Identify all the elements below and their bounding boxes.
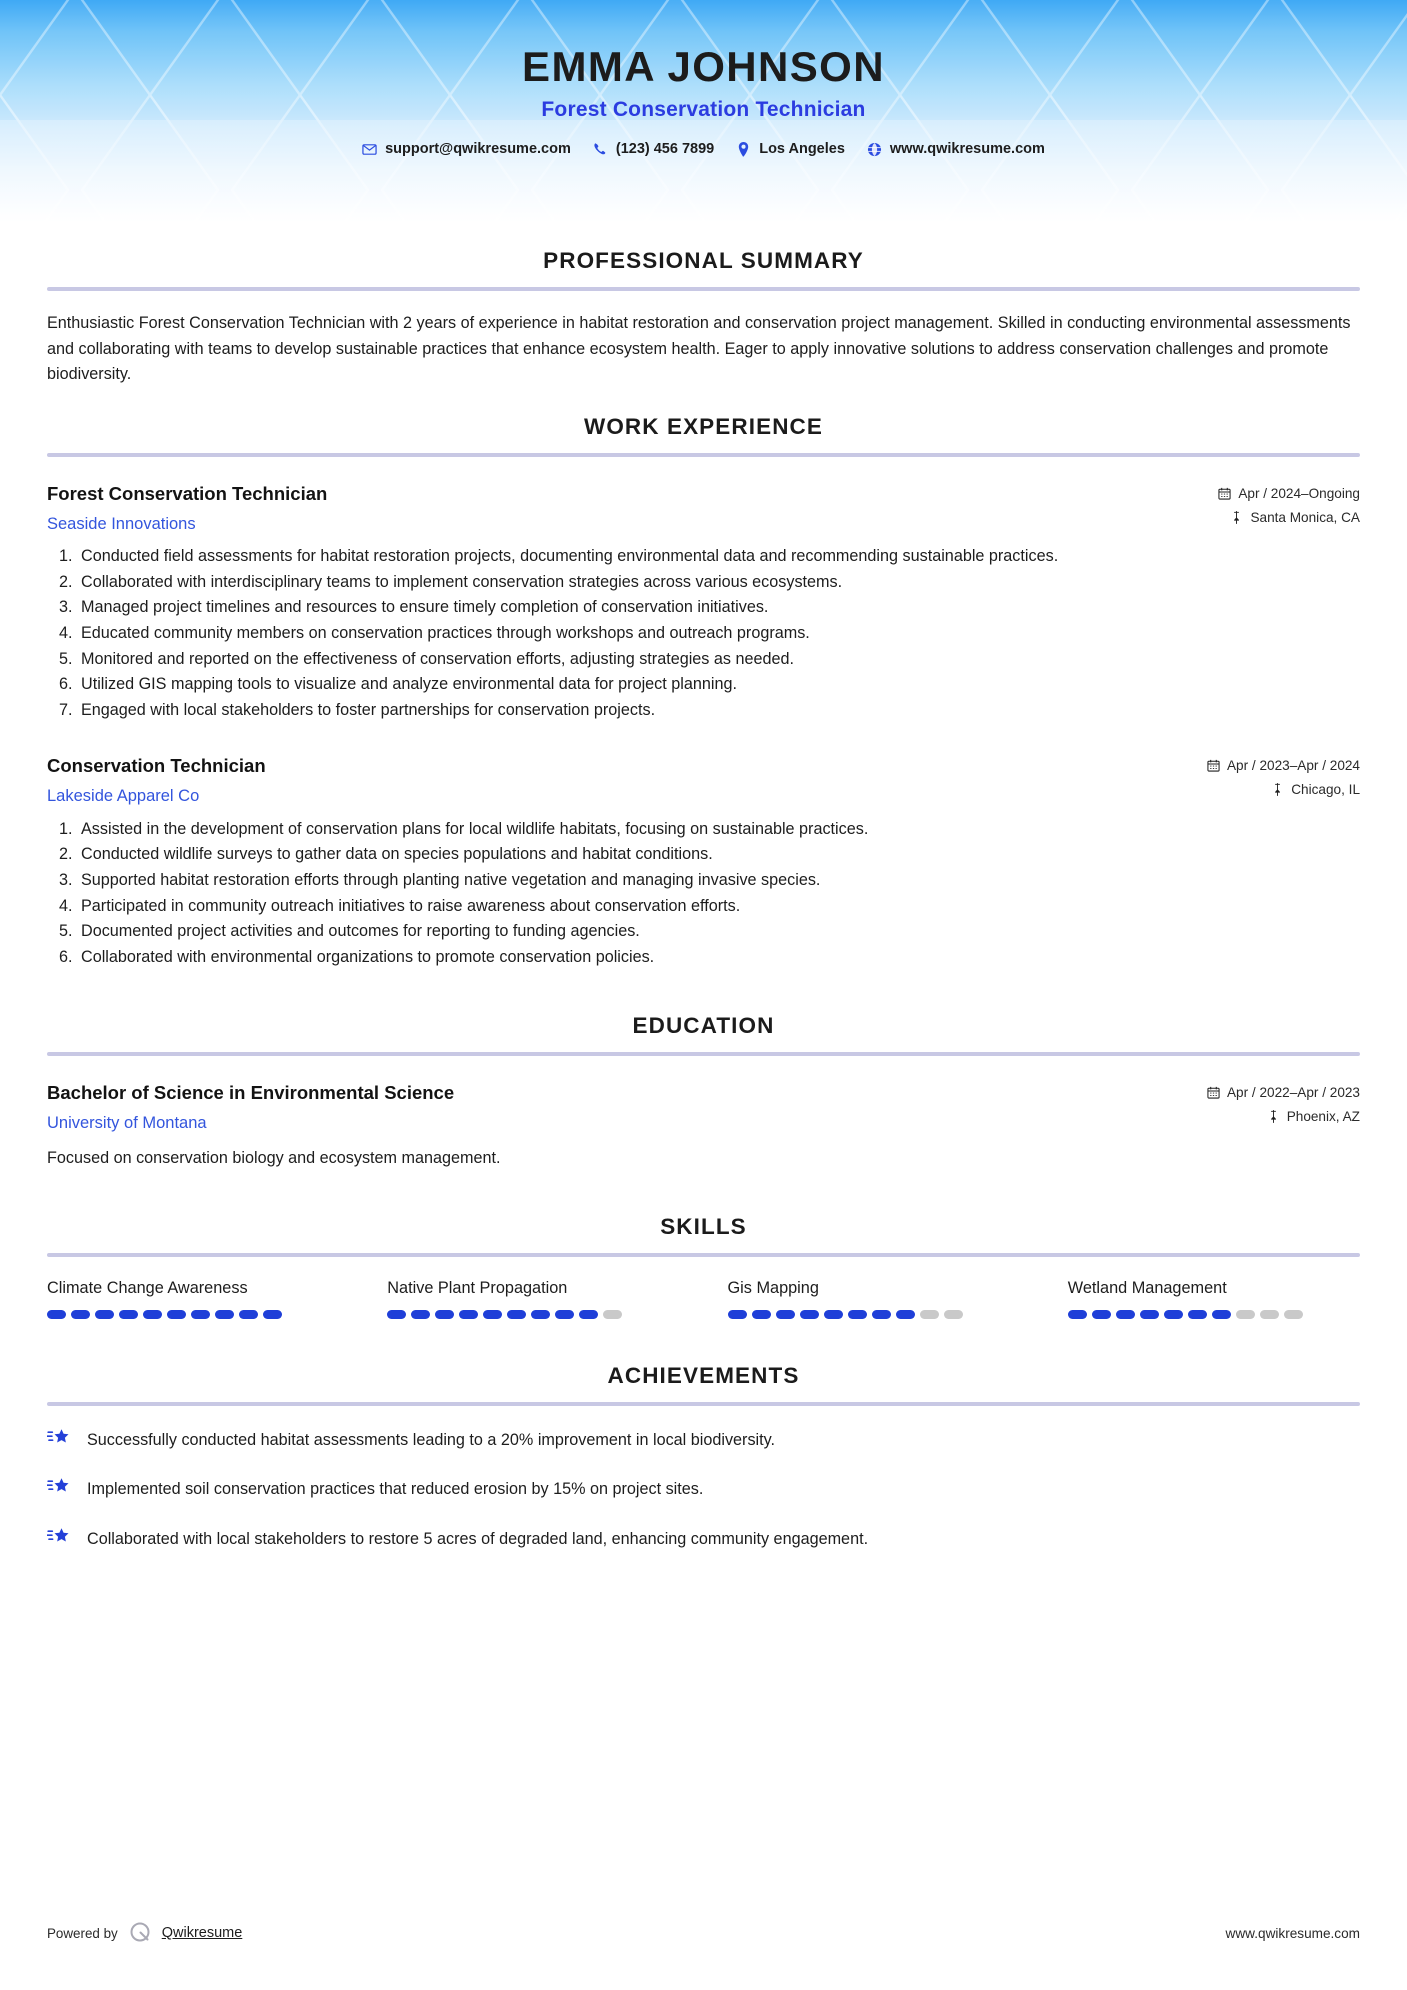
skill-label: Wetland Management (1067, 1278, 1227, 1297)
skill-bar-filled (531, 1310, 550, 1319)
skill-bar-empty (1260, 1310, 1279, 1319)
skill-bar-filled (728, 1310, 747, 1319)
list-item: 4. Educated community members on conservation practices through workshops and outreach programs. (77, 621, 1360, 646)
skill-bar-filled (824, 1310, 843, 1319)
skill-rating (1068, 1310, 1360, 1319)
work-entry-bullets (47, 544, 1360, 722)
work-entry-dates-value: Apr / 2023–Apr / 2024 (1226, 758, 1360, 774)
work-entry-company[interactable]: Seaside Innovations (47, 514, 196, 533)
skill-item (728, 1279, 1020, 1319)
calendar-icon (1207, 1086, 1220, 1099)
section-heading: EDUCATION (632, 1013, 775, 1039)
education-dates-value: Apr / 2022–Apr / 2023 (1226, 1085, 1360, 1101)
work-entry-title: Forest Conservation Technician (47, 482, 328, 504)
calendar-icon (1218, 487, 1231, 500)
work-entry (47, 482, 1360, 723)
skill-bar-filled (1068, 1310, 1087, 1319)
list-item: 2. Collaborated with interdisciplinary teams to implement conservation strategies across various ecosystems. (77, 570, 1360, 595)
skill-bar-filled (1212, 1310, 1231, 1319)
work-entry-title: Conservation Technician (47, 755, 266, 777)
list-item: 3. Supported habitat restoration efforts through planting native vegetation and managing invasive species. (77, 868, 1360, 893)
section-professional-summary (47, 248, 1360, 388)
skill-bar-filled (1116, 1310, 1135, 1319)
skill-bar-filled (507, 1310, 526, 1319)
contact-location (736, 141, 845, 157)
list-item (47, 1477, 1360, 1501)
page-title: EMMA JOHNSON (522, 43, 885, 90)
skill-bar-empty (1284, 1310, 1303, 1319)
education-entry (47, 1081, 1360, 1170)
skill-bar-filled (752, 1310, 771, 1319)
education-entry-head (47, 1081, 1360, 1134)
skill-item (1068, 1279, 1360, 1319)
achievement-text: Implemented soil conservation practices that reduced erosion by 15% on project sites. (87, 1480, 704, 1499)
skill-bar-filled (896, 1310, 915, 1319)
skill-label: Gis Mapping (727, 1278, 819, 1297)
skill-bar-filled (1164, 1310, 1183, 1319)
section-divider (47, 1052, 1360, 1056)
section-heading: PROFESSIONAL SUMMARY (543, 248, 864, 273)
work-entry-location-value: Santa Monica, CA (1250, 509, 1360, 525)
skill-bar-filled (1092, 1310, 1111, 1319)
list-item: 6. Utilized GIS mapping tools to visualize and analyze environmental data for project planning. (77, 672, 1360, 697)
list-item (47, 1527, 1360, 1551)
skill-bar-filled (143, 1310, 162, 1319)
calendar-icon (1207, 759, 1220, 772)
list-item: 5. Monitored and reported on the effectiveness of conservation efforts, adjusting strategies as needed. (77, 647, 1360, 672)
contact-website[interactable] (867, 141, 1045, 157)
section-work-experience (47, 414, 1360, 970)
map-pin-icon (1267, 1110, 1280, 1123)
work-entry-dates (1218, 486, 1360, 501)
star-achievement-icon (47, 1427, 71, 1451)
skill-bar-empty (603, 1310, 622, 1319)
footer-powered-by (47, 1920, 242, 1946)
list-item: 7. Engaged with local stakeholders to foster partnerships for conservation projects. (77, 698, 1360, 723)
skill-bar-filled (167, 1310, 186, 1319)
footer-powered-label: Powered by (47, 1925, 118, 1941)
education-note: Focused on conservation biology and ecosystem management. (47, 1148, 501, 1167)
globe-icon (867, 142, 882, 157)
contact-phone-value: (123) 456 7899 (615, 141, 715, 158)
skill-bar-filled (411, 1310, 430, 1319)
skill-bar-filled (435, 1310, 454, 1319)
skill-item (387, 1279, 679, 1319)
skill-bar-filled (800, 1310, 819, 1319)
map-pin-icon (1271, 783, 1284, 796)
section-education (47, 1013, 1360, 1170)
skill-bar-empty (944, 1310, 963, 1319)
skill-rating (47, 1310, 339, 1319)
list-item: 5. Documented project activities and outcomes for reporting to funding agencies. (77, 919, 1360, 944)
skill-bar-filled (119, 1310, 138, 1319)
skill-rating (387, 1310, 679, 1319)
skill-bar-filled (71, 1310, 90, 1319)
skill-bar-filled (239, 1310, 258, 1319)
list-item (47, 1428, 1360, 1452)
summary-text: Enthusiastic Forest Conservation Technician with 2 years of experience in habitat restoration and conservation project management. Skilled in conducting environmental assessments and collaborating with teams to develop sustainable practices that enhance ecosystem health. Eager to apply innovative solutions to address conservation challenges and promote biodiversity. (47, 314, 1351, 384)
skill-bar-filled (387, 1310, 406, 1319)
education-location (1207, 1109, 1360, 1124)
education-dates (1207, 1085, 1360, 1100)
list-item: 4. Participated in community outreach initiatives to raise awareness about conservation efforts. (77, 894, 1360, 919)
skill-bar-filled (95, 1310, 114, 1319)
skill-bar-filled (1188, 1310, 1207, 1319)
section-achievements (47, 1363, 1360, 1551)
work-entry-bullets (47, 817, 1360, 970)
footer-website[interactable]: www.qwikresume.com (1225, 1925, 1360, 1941)
skill-bar-filled (1140, 1310, 1159, 1319)
skill-bar-filled (263, 1310, 282, 1319)
map-pin-icon (1230, 511, 1243, 524)
list-item: 3. Managed project timelines and resources to ensure timely completion of conservation initiatives. (77, 595, 1360, 620)
phone-icon (593, 142, 608, 157)
contact-website-value: www.qwikresume.com (889, 141, 1045, 158)
skill-bar-filled (776, 1310, 795, 1319)
achievements-list (47, 1428, 1360, 1551)
skill-bar-filled (459, 1310, 478, 1319)
work-entry-location (1207, 782, 1360, 797)
section-divider (47, 287, 1360, 291)
skill-bar-filled (848, 1310, 867, 1319)
qwikresume-logo-icon (127, 1920, 153, 1946)
skill-bar-filled (483, 1310, 502, 1319)
skill-bar-empty (920, 1310, 939, 1319)
work-entry-dates-value: Apr / 2024–Ongoing (1238, 485, 1360, 501)
skill-bar-filled (579, 1310, 598, 1319)
work-entry-location-value: Chicago, IL (1291, 782, 1360, 798)
skill-bar-filled (215, 1310, 234, 1319)
work-entry-company[interactable]: Lakeside Apparel Co (47, 787, 200, 806)
contact-phone[interactable] (593, 141, 714, 157)
section-skills (47, 1214, 1360, 1319)
list-item: 1. Conducted field assessments for habitat restoration projects, documenting environmental data and recommending sustainable practices. (77, 544, 1360, 569)
email-icon (362, 142, 377, 157)
skills-grid (47, 1279, 1360, 1319)
skill-label: Climate Change Awareness (47, 1278, 248, 1297)
section-divider (47, 1253, 1360, 1257)
education-school[interactable]: University of Montana (47, 1114, 207, 1133)
achievement-text: Collaborated with local stakeholders to restore 5 acres of degraded land, enhancing community engagement. (87, 1529, 869, 1548)
achievement-text: Successfully conducted habitat assessments leading to a 20% improvement in local biodiversity. (87, 1430, 776, 1449)
work-entry (47, 754, 1360, 969)
list-item: 2. Conducted wildlife surveys to gather data on species populations and habitat conditions. (77, 842, 1360, 867)
skill-bar-filled (47, 1310, 66, 1319)
work-entry-head (47, 754, 1360, 807)
contact-email[interactable] (362, 141, 571, 157)
section-divider (47, 1402, 1360, 1406)
section-heading: ACHIEVEMENTS (607, 1362, 800, 1388)
skill-bar-filled (872, 1310, 891, 1319)
contact-email-value: support@qwikresume.com (385, 141, 571, 158)
work-entry-head (47, 482, 1360, 535)
location-pin-icon (736, 142, 751, 157)
education-degree: Bachelor of Science in Environmental Science (47, 1082, 455, 1104)
contact-row (0, 141, 1407, 157)
star-achievement-icon (47, 1526, 71, 1550)
section-heading: SKILLS (660, 1213, 747, 1239)
footer-brand-link[interactable]: Qwikresume (161, 1925, 243, 1941)
section-heading: WORK EXPERIENCE (583, 413, 824, 439)
star-achievement-icon (47, 1476, 71, 1500)
job-title: Forest Conservation Technician (541, 98, 866, 122)
skill-bar-empty (1236, 1310, 1255, 1319)
education-location-value: Phoenix, AZ (1286, 1109, 1360, 1125)
skill-bar-filled (191, 1310, 210, 1319)
skill-bar-filled (555, 1310, 574, 1319)
resume-header (0, 0, 1407, 222)
page-footer (47, 1920, 1360, 1946)
list-item: 1. Assisted in the development of conservation plans for local wildlife habitats, focusing on sustainable practices. (77, 817, 1360, 842)
work-entry-location (1218, 510, 1360, 525)
skill-item (47, 1279, 339, 1319)
skill-label: Native Plant Propagation (387, 1278, 568, 1297)
work-entry-dates (1207, 758, 1360, 773)
skill-rating (728, 1310, 1020, 1319)
contact-location-value: Los Angeles (759, 141, 845, 158)
list-item: 6. Collaborated with environmental organizations to promote conservation policies. (77, 945, 1360, 970)
section-divider (47, 453, 1360, 457)
